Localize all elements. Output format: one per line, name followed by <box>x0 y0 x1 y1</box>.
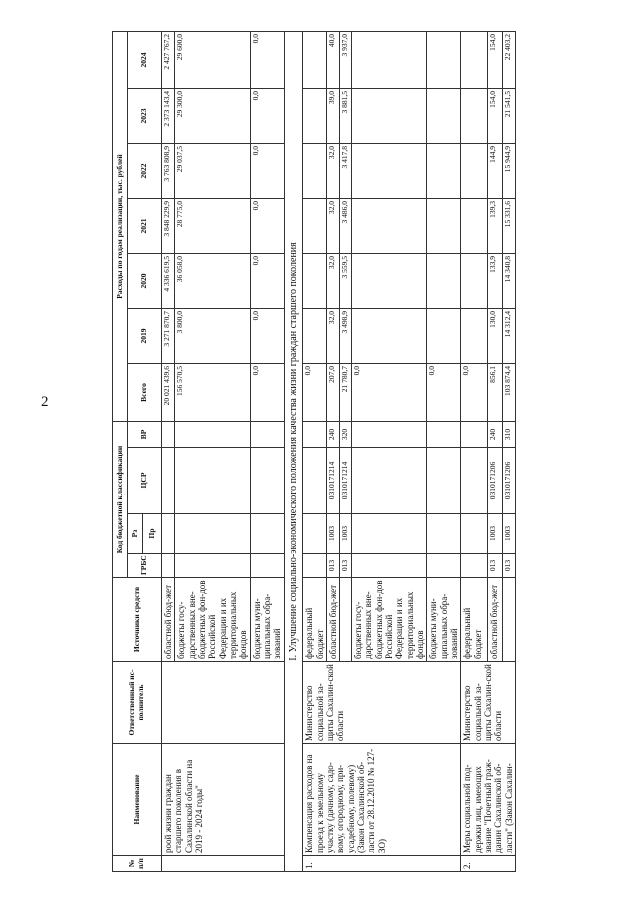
year-value-cell: 139,3 <box>488 198 503 253</box>
vr-cell <box>303 421 327 447</box>
year-value-cell <box>303 308 327 363</box>
rz-cell: 1003 <box>488 514 503 554</box>
rz-cell: 1003 <box>326 514 339 554</box>
rz-cell <box>250 514 284 554</box>
year-value-cell: 3 800,0 <box>175 308 250 363</box>
year-value-cell: 130,0 <box>488 308 503 363</box>
vr-cell: 310 <box>503 421 516 447</box>
source-cell: бюджеты госу-дарственных вне-бюджетных фон-дов Российской Федерации и их территориальных фондов <box>351 578 426 662</box>
total-cell: 207,0 <box>326 363 339 421</box>
year-value-cell <box>303 31 327 88</box>
year-value-cell <box>461 88 488 143</box>
col-year-header: 2019 <box>128 308 162 363</box>
responsible-cell <box>162 662 285 744</box>
year-value-cell: 28 775,0 <box>175 198 250 253</box>
total-cell: 156 570,5 <box>175 363 250 421</box>
vr-cell <box>461 421 488 447</box>
csr-cell <box>351 448 426 514</box>
year-value-cell: 0,0 <box>250 198 284 253</box>
col-year-header: 2022 <box>128 143 162 198</box>
grbs-cell <box>250 554 284 578</box>
col-year-header: 2021 <box>128 198 162 253</box>
col-year-header: 2024 <box>128 31 162 88</box>
vr-cell: 240 <box>488 421 503 447</box>
budget-table <box>112 31 516 872</box>
year-value-cell: 0,0 <box>250 253 284 308</box>
year-value-cell: 0,0 <box>250 31 284 88</box>
year-value-cell <box>351 88 426 143</box>
grbs-cell <box>175 554 250 578</box>
year-value-cell: 15 331,6 <box>503 198 516 253</box>
col-vr-header: ВР <box>128 421 162 447</box>
col-pr-header: Пр <box>143 514 162 554</box>
source-cell: федеральный бюджет <box>461 578 488 662</box>
grbs-cell <box>303 554 327 578</box>
rz-cell: 1003 <box>340 514 352 554</box>
year-value-cell: 3 271 870,7 <box>162 308 175 363</box>
year-value-cell: 3 486,0 <box>340 198 352 253</box>
year-value-cell: 3 559,5 <box>340 253 352 308</box>
year-value-cell <box>427 143 461 198</box>
csr-cell: 0310171206 <box>503 448 516 514</box>
year-value-cell: 3 498,9 <box>340 308 352 363</box>
year-value-cell <box>427 88 461 143</box>
source-cell: бюджеты госу-дарственных вне-бюджетных фон-дов Российской Федерации и их территориальных фондов <box>175 578 250 662</box>
col-grbs-header: ГРБС <box>128 554 162 578</box>
vr-cell <box>162 421 175 447</box>
year-value-cell: 3 881,5 <box>340 88 352 143</box>
grbs-cell <box>162 554 175 578</box>
total-cell: 21 780,7 <box>340 363 352 421</box>
item-name-cell: Компенсация расходов на проезд к земельному участку (дачному, садо-вому, огородному, при-усадебному, полевому) (Закон Сахалинской об-ласти от 28.12.2010 № 127-ЗО) <box>303 744 461 856</box>
year-value-cell: 0,0 <box>250 88 284 143</box>
year-value-cell <box>461 143 488 198</box>
table-row <box>461 31 488 871</box>
page-number: 2 <box>41 394 49 410</box>
year-value-cell <box>351 253 426 308</box>
total-cell: 0,0 <box>427 363 461 421</box>
year-value-cell: 4 336 619,5 <box>162 253 175 308</box>
rz-cell <box>175 514 250 554</box>
col-csr-header: ЦСР <box>128 448 162 514</box>
total-cell: 0,0 <box>250 363 284 421</box>
source-cell <box>503 578 516 662</box>
source-cell: федеральный бюджет <box>303 578 327 662</box>
item-number-cell: 2. <box>461 856 516 872</box>
year-value-cell: 0,0 <box>250 308 284 363</box>
rz-cell <box>162 514 175 554</box>
year-value-cell <box>461 308 488 363</box>
total-cell: 0,0 <box>461 363 488 421</box>
rz-cell <box>303 514 327 554</box>
year-value-cell: 29 600,0 <box>175 31 250 88</box>
year-value-cell <box>303 143 327 198</box>
year-value-cell: 14 312,4 <box>503 308 516 363</box>
year-value-cell: 2 373 143,4 <box>162 88 175 143</box>
table-row <box>162 31 175 871</box>
csr-cell: 0310171214 <box>340 448 352 514</box>
grbs-cell <box>427 554 461 578</box>
item-responsible-cell: Министерство социальной за-щиты Сахалин-ской области <box>461 662 516 744</box>
total-cell: 0,0 <box>303 363 327 421</box>
year-value-cell: 2 427 767,2 <box>162 31 175 88</box>
source-cell: бюджеты муни-ципальных обра-зований <box>427 578 461 662</box>
year-value-cell <box>351 308 426 363</box>
year-value-cell <box>461 253 488 308</box>
source-cell: областной бюд-жет <box>326 578 339 662</box>
year-value-cell <box>351 198 426 253</box>
col-name-header: Наименование <box>113 744 162 856</box>
year-value-cell: 14 340,8 <box>503 253 516 308</box>
csr-cell <box>303 448 327 514</box>
year-value-cell: 22 403,2 <box>503 31 516 88</box>
year-value-cell: 21 541,5 <box>503 88 516 143</box>
csr-cell: 0310171206 <box>488 448 503 514</box>
expenses-header: Расходы по годам реализации, тыс. рублей <box>113 31 128 421</box>
rz-cell: 1003 <box>503 514 516 554</box>
total-cell: 103 874,4 <box>503 363 516 421</box>
table-row <box>303 31 327 871</box>
col-num-header: № п/п <box>113 856 162 872</box>
item-number-cell: 1. <box>303 856 461 872</box>
section-title: I. Улучшение социально-экономического положения качества жизни граждан старшего поколения <box>284 31 303 871</box>
year-value-cell: 32,0 <box>326 198 339 253</box>
year-value-cell: 3 763 808,9 <box>162 143 175 198</box>
year-value-cell <box>427 308 461 363</box>
year-value-cell: 3 848 229,9 <box>162 198 175 253</box>
year-value-cell: 32,0 <box>326 308 339 363</box>
year-value-cell <box>303 88 327 143</box>
col-total-header: Всего <box>128 363 162 421</box>
rz-cell <box>461 514 488 554</box>
year-value-cell <box>351 143 426 198</box>
row-num-cell <box>162 856 285 872</box>
col-year-header: 2023 <box>128 88 162 143</box>
grbs-cell <box>461 554 488 578</box>
source-cell: областной бюд-жет <box>488 578 503 662</box>
source-cell: бюджеты муни-ципальных обра-зований <box>250 578 284 662</box>
year-value-cell <box>427 253 461 308</box>
vr-cell <box>175 421 250 447</box>
csr-cell <box>162 448 175 514</box>
grbs-cell: 013 <box>503 554 516 578</box>
col-year-header: 2020 <box>128 253 162 308</box>
year-value-cell <box>461 31 488 88</box>
grbs-cell: 013 <box>340 554 352 578</box>
year-value-cell <box>427 31 461 88</box>
year-value-cell: 154,0 <box>488 31 503 88</box>
vr-cell: 240 <box>326 421 339 447</box>
col-rz-header: Рз <box>128 514 143 554</box>
source-cell: областной бюд-жет <box>162 578 175 662</box>
table-body <box>162 31 516 871</box>
year-value-cell: 3 937,0 <box>340 31 352 88</box>
year-value-cell <box>303 253 327 308</box>
year-value-cell: 40,0 <box>326 31 339 88</box>
year-value-cell: 39,0 <box>326 88 339 143</box>
budget-codes-header: Код бюджетной классификации <box>113 421 128 577</box>
vr-cell <box>427 421 461 447</box>
year-value-cell: 29 300,0 <box>175 88 250 143</box>
program-name-cell: роой жизни граждан старшего поколения в Сахалинской области на 2019 - 2024 годы" <box>162 744 285 856</box>
total-cell: 856,1 <box>488 363 503 421</box>
year-value-cell: 144,9 <box>488 143 503 198</box>
year-value-cell: 36 058,0 <box>175 253 250 308</box>
grbs-cell: 013 <box>488 554 503 578</box>
rz-cell <box>351 514 426 554</box>
grbs-cell <box>351 554 426 578</box>
vr-cell: 320 <box>340 421 352 447</box>
csr-cell <box>250 448 284 514</box>
col-responsible-header: Ответственный ис-полнитель <box>113 662 162 744</box>
year-value-cell <box>427 198 461 253</box>
csr-cell <box>427 448 461 514</box>
year-value-cell: 29 037,5 <box>175 143 250 198</box>
year-value-cell: 32,0 <box>326 253 339 308</box>
total-cell: 20 021 439,6 <box>162 363 175 421</box>
vr-cell <box>250 421 284 447</box>
year-value-cell: 15 944,9 <box>503 143 516 198</box>
vr-cell <box>351 421 426 447</box>
item-name-cell: Меры социальной под-держки лиц, имеющих звание "Почетный граж-данин Сахалинской об-ласти" (Закон Сахалин- <box>461 744 516 856</box>
col-sources-header: Источники средств <box>113 578 162 662</box>
year-value-cell: 154,0 <box>488 88 503 143</box>
rz-cell <box>427 514 461 554</box>
year-value-cell: 133,9 <box>488 253 503 308</box>
year-value-cell <box>303 198 327 253</box>
source-cell <box>340 578 352 662</box>
year-value-cell <box>461 198 488 253</box>
year-value-cell <box>351 31 426 88</box>
section-row <box>284 31 303 871</box>
csr-cell <box>461 448 488 514</box>
year-value-cell: 3 417,8 <box>340 143 352 198</box>
item-responsible-cell: Министерство социальной за-щиты Сахалин-ской области <box>303 662 461 744</box>
grbs-cell: 013 <box>326 554 339 578</box>
total-cell: 0,0 <box>351 363 426 421</box>
csr-cell: 0310171214 <box>326 448 339 514</box>
year-value-cell: 0,0 <box>250 143 284 198</box>
year-value-cell: 32,0 <box>326 143 339 198</box>
csr-cell <box>175 448 250 514</box>
